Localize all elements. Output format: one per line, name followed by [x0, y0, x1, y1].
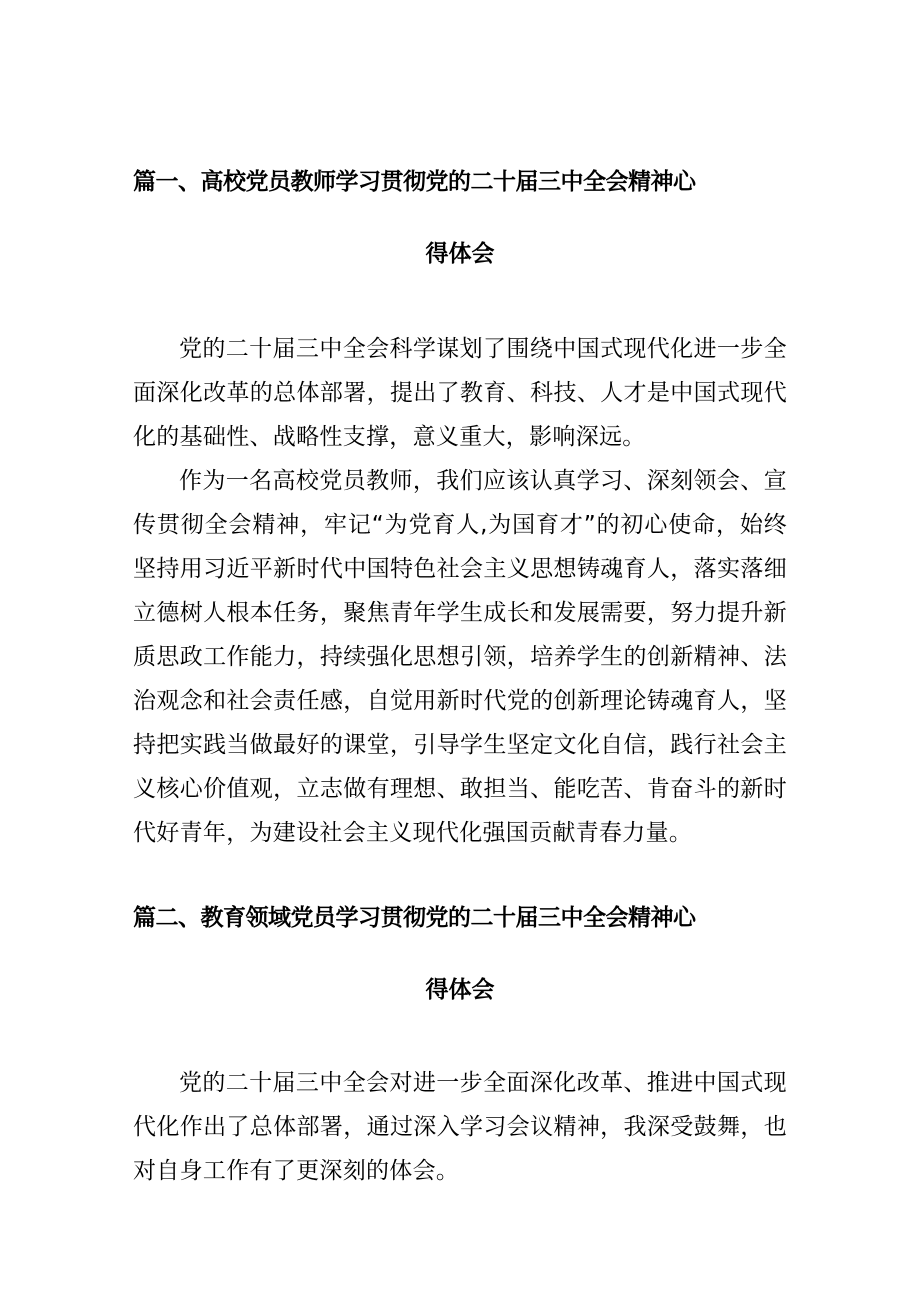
section-1-title-line-1: 篇一、高校党员教师学习贯彻党的二十届三中全会精神心 — [133, 169, 696, 195]
section-2-paragraph-1: 党的二十届三中全会对进一步全面深化改革、推进中国式现代化作出了总体部署，通过深入学习会议精神，我深受鼓舞，也对自身工作有了更深刻的体会。 — [133, 1070, 787, 1184]
section-2-body — [133, 1061, 787, 1193]
section-1-title-line-2: 得体会 — [425, 241, 495, 267]
section-2-heading — [133, 902, 787, 1006]
section-1-heading — [133, 166, 787, 270]
section-2-title-line-1: 篇二、教育领域党员学习贯彻党的二十届三中全会精神心 — [133, 905, 696, 931]
section-1-body — [133, 327, 787, 855]
section-2-title-line-2: 得体会 — [425, 977, 495, 1003]
section-1-paragraph-1: 党的二十届三中全会科学谋划了围绕中国式现代化进一步全面深化改革的总体部署，提出了教育、科技、人才是中国式现代化的基础性、战略性支撑，意义重大，影响深远。 — [133, 336, 787, 450]
section-1-paragraph-2: 作为一名高校党员教师，我们应该认真学习、深刻领会、宣传贯彻全会精神，牢记“为党育人,为国育才”的初心使命，始终坚持用习近平新时代中国特色社会主义思想铸魂育人，落实落细立德树人根本任务，聚焦青年学生成长和发展需要，努力提升新质思政工作能力，持续强化思想引领，培养学生的创新精神、法治观念和社会责任感，自觉用新时代党的创新理论铸魂育人，坚持把实践当做最好的课堂，引导学生坚定文化自信，践行社会主义核心价值观，立志做有理想、敢担当、能吃苦、肯奋斗的新时代好青年，为建设社会主义现代化强国贡献青春力量。 — [133, 468, 787, 846]
